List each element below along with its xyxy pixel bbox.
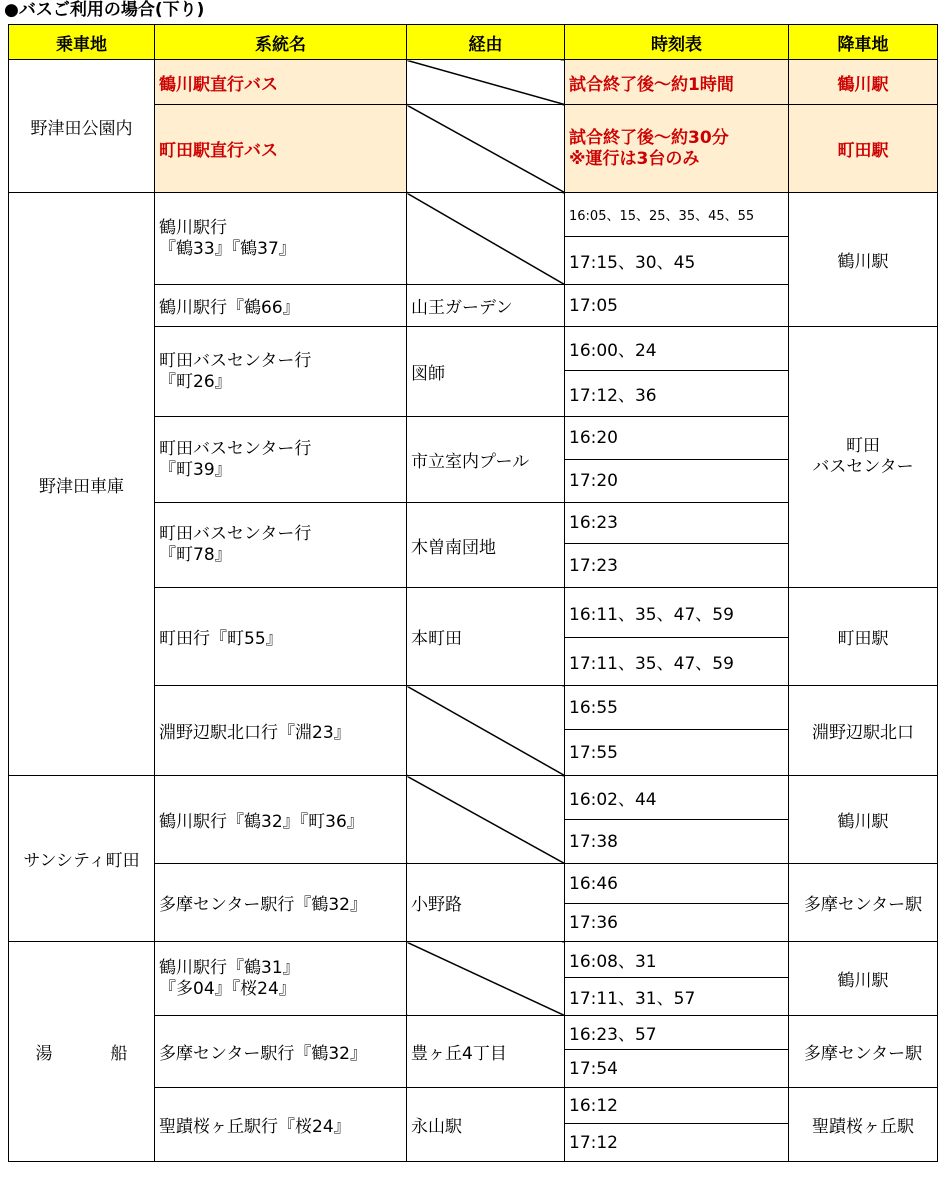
header-route: 系統名 — [155, 25, 407, 60]
time-cell: 17:23 — [565, 544, 789, 588]
time-cell: 16:02、44 — [565, 776, 789, 820]
header-alighting: 降車地 — [789, 25, 938, 60]
via-cell: 木曽南団地 — [407, 503, 565, 588]
time-cell: 17:05 — [565, 285, 789, 327]
time-cell: 16:11、35、47、59 — [565, 588, 789, 638]
stop-suncity: サンシティ町田 — [9, 776, 155, 942]
time-cell: 16:12 — [565, 1088, 789, 1124]
dest-cell: 町田駅 — [789, 105, 938, 193]
route-cell: 町田駅直行バス — [155, 105, 407, 193]
stop-yubune — [9, 942, 155, 1162]
via-empty — [407, 686, 565, 776]
header-via: 経由 — [407, 25, 565, 60]
dest-cell: 鶴川駅 — [789, 193, 938, 327]
header-boarding: 乗車地 — [9, 25, 155, 60]
route-cell: 多摩センター駅行『鶴32』 — [155, 864, 407, 942]
via-cell: 永山駅 — [407, 1088, 565, 1162]
time-cell: 17:12、36 — [565, 371, 789, 417]
table-row — [9, 193, 938, 237]
dest-cell: 町田駅 — [789, 588, 938, 686]
via-cell: 本町田 — [407, 588, 565, 686]
route-cell: 鶴川駅行『鶴31』 『多04』『桜24』 — [155, 942, 407, 1016]
dest-cell: 町田 バスセンター — [789, 327, 938, 588]
via-empty — [407, 776, 565, 864]
stop-yubune-char1: 湯 — [35, 1044, 53, 1064]
dest-cell: 鶴川駅 — [789, 942, 938, 1016]
stop-yubune-char2: 船 — [110, 1044, 128, 1064]
time-cell: 17:38 — [565, 820, 789, 864]
header-timetable: 時刻表 — [565, 25, 789, 60]
time-cell: 16:46 — [565, 864, 789, 904]
dest-cell: 多摩センター駅 — [789, 1016, 938, 1088]
table-row — [9, 60, 938, 105]
via-empty — [407, 105, 565, 193]
dest-cell: 聖蹟桜ヶ丘駅 — [789, 1088, 938, 1162]
time-cell: 16:55 — [565, 686, 789, 730]
route-cell: 町田バスセンター行 『町26』 — [155, 327, 407, 417]
dest-cell: 鶴川駅 — [789, 60, 938, 105]
via-empty — [407, 942, 565, 1016]
stop-kouen: 野津田公園内 — [9, 60, 155, 193]
time-cell: 17:11、35、47、59 — [565, 638, 789, 686]
time-cell: 17:12 — [565, 1124, 789, 1162]
table-row — [9, 776, 938, 820]
route-cell: 鶴川駅行『鶴32』『町36』 — [155, 776, 407, 864]
dest-cell: 多摩センター駅 — [789, 864, 938, 942]
header-row — [9, 25, 938, 60]
time-cell: 16:08、31 — [565, 942, 789, 978]
time-cell: 17:20 — [565, 460, 789, 503]
time-cell: 16:23、57 — [565, 1016, 789, 1050]
dest-cell: 淵野辺駅北口 — [789, 686, 938, 776]
route-cell: 鶴川駅行 『鶴33』『鶴37』 — [155, 193, 407, 285]
table-row — [9, 942, 938, 978]
route-cell: 町田バスセンター行 『町39』 — [155, 417, 407, 503]
time-cell: 16:00、24 — [565, 327, 789, 371]
via-cell: 山王ガーデン — [407, 285, 565, 327]
stop-shako: 野津田車庫 — [9, 193, 155, 776]
route-cell: 町田行『町55』 — [155, 588, 407, 686]
via-cell: 小野路 — [407, 864, 565, 942]
time-cell: 17:11、31、57 — [565, 978, 789, 1016]
page-caption: ●バスご利用の場合(下り) — [4, 0, 205, 20]
route-cell: 鶴川駅直行バス — [155, 60, 407, 105]
time-cell: 16:05、15、25、35、45、55 — [565, 193, 789, 237]
time-cell: 試合終了後～約30分 ※運行は3台のみ — [565, 105, 789, 193]
time-cell: 17:15、30、45 — [565, 237, 789, 285]
via-cell: 市立室内プール — [407, 417, 565, 503]
route-cell: 多摩センター駅行『鶴32』 — [155, 1016, 407, 1088]
time-cell: 16:23 — [565, 503, 789, 544]
dest-cell: 鶴川駅 — [789, 776, 938, 864]
time-cell: 試合終了後～約1時間 — [565, 60, 789, 105]
via-empty — [407, 60, 565, 105]
bus-timetable — [8, 24, 938, 1162]
time-cell: 17:36 — [565, 904, 789, 942]
time-cell: 17:54 — [565, 1050, 789, 1088]
via-cell: 豊ヶ丘4丁目 — [407, 1016, 565, 1088]
via-cell: 図師 — [407, 327, 565, 417]
route-cell: 聖蹟桜ヶ丘駅行『桜24』 — [155, 1088, 407, 1162]
time-cell: 17:55 — [565, 730, 789, 776]
route-cell: 町田バスセンター行 『町78』 — [155, 503, 407, 588]
time-cell: 16:20 — [565, 417, 789, 460]
via-empty — [407, 193, 565, 285]
route-cell: 鶴川駅行『鶴66』 — [155, 285, 407, 327]
route-cell: 淵野辺駅北口行『淵23』 — [155, 686, 407, 776]
